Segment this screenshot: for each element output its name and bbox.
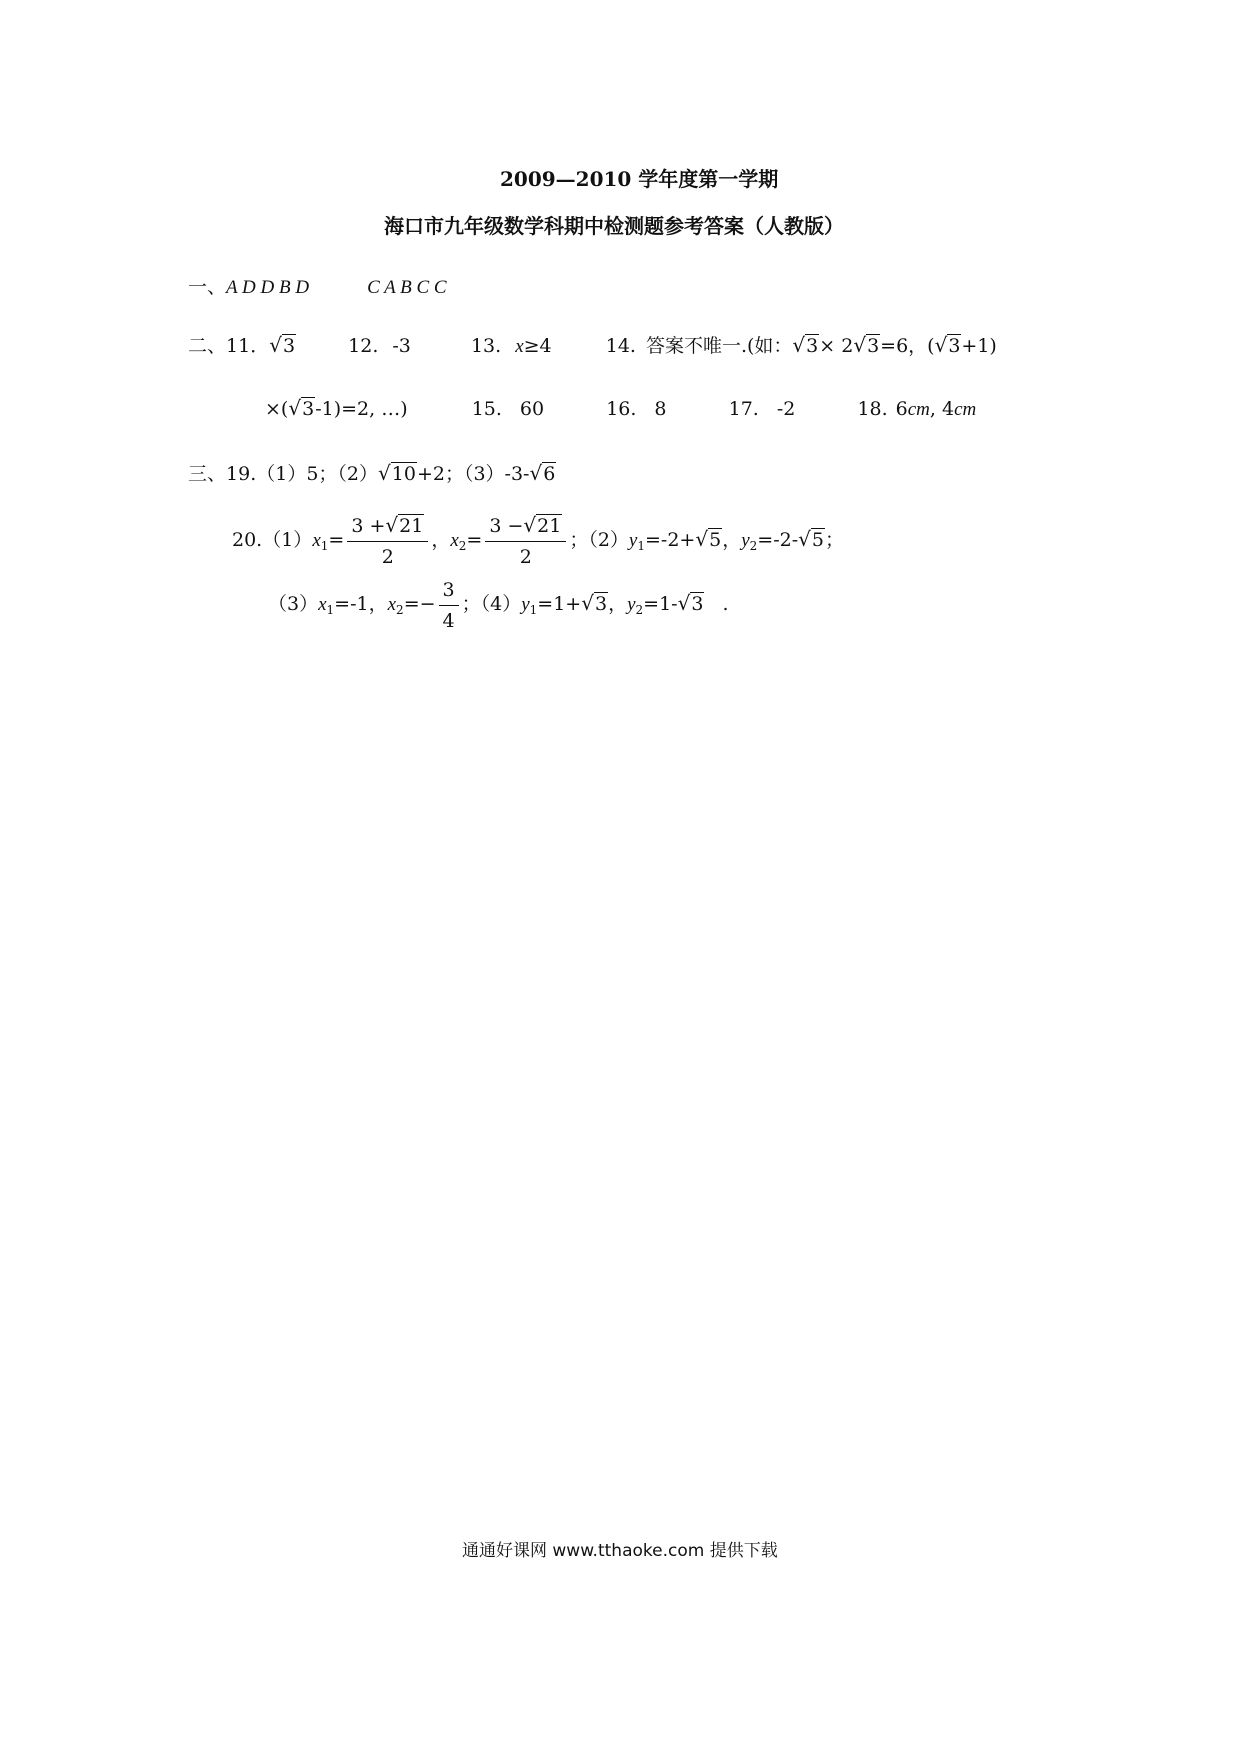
q14-sqrt-d: √3	[288, 396, 315, 420]
q20-part1: （1）	[262, 529, 313, 551]
q20-y2-eq: =-2-	[757, 529, 799, 551]
q14-sqrt-b: √3	[853, 333, 880, 357]
q20-x2-eq: =	[466, 529, 483, 551]
q20-x1-var: x	[312, 530, 321, 551]
q20-x2-var: x	[450, 530, 459, 551]
q20-semicolon: ；	[825, 529, 845, 551]
q20-sqrt-5a: √5	[695, 527, 722, 551]
doc-title-line1: 2009—2010 学年度第一学期	[500, 167, 779, 191]
q11-number: 11．	[226, 335, 270, 357]
q20-part2: ；（2）	[569, 529, 629, 551]
footer-credit: 通通好课网 www.tthaoke.com 提供下载	[462, 1541, 778, 1561]
q20-x2-fraction: $\frac{3 -√21}{2}$	[485, 512, 566, 570]
q14-number: 14.	[605, 335, 636, 357]
section3-row-q19	[188, 458, 556, 489]
q20-comma: ，	[431, 529, 451, 551]
q20-part4: ；（4）	[461, 593, 522, 615]
q14-sqrt-c: √3	[934, 333, 961, 357]
q20-x2b-var: x	[387, 594, 397, 615]
q20-y1b-sub: 1	[529, 603, 538, 617]
q12-number: 12.	[348, 335, 379, 357]
q19-sqrt-10: √10	[378, 461, 416, 485]
q20-x1-sub: 1	[320, 539, 329, 553]
section1-answers-a: A D D B D	[226, 277, 310, 298]
section3-row-q20b	[268, 572, 729, 641]
q20-y2b-sub: 2	[635, 603, 644, 617]
q20-y2-var: y	[741, 530, 750, 551]
q20-comma-b: ，	[722, 529, 742, 551]
q20-y2b-var: y	[627, 594, 636, 615]
section2-row1	[188, 330, 997, 362]
doc-title-line2: 海口市九年级数学科期中检测题参考答案（人教版）	[384, 214, 844, 238]
q17-number: 17.	[728, 398, 759, 420]
q20-sqrt-3a: √3	[581, 591, 608, 615]
q15-answer: 60	[519, 398, 545, 420]
q19-part2: +2；（3）-3-	[416, 463, 530, 485]
q14-lead: 答案不唯一.(如：	[645, 335, 793, 357]
q19-part1: （1）5；（2）	[256, 463, 378, 485]
q20-x1b-eq: =-1，	[334, 593, 388, 615]
q14-sqrt-a: √3	[792, 333, 819, 357]
q20-number: 20.	[232, 529, 263, 551]
q18-sep: , 4	[929, 398, 955, 420]
q20-y1-sub: 1	[637, 539, 645, 553]
section3-label: 三、	[188, 463, 227, 485]
q14-eq: =6，(	[880, 335, 935, 357]
q20-period: .	[722, 593, 729, 615]
q20-part3: （3）	[268, 593, 319, 615]
q20-y1-var: y	[628, 530, 638, 551]
q20-y1-eq: =-2+	[645, 529, 696, 551]
q18-answer-a: 6	[895, 398, 908, 420]
q20-y2-sub: 2	[749, 539, 758, 553]
q20-x1b-var: x	[318, 594, 327, 615]
q20-x1b-sub: 1	[326, 603, 335, 617]
q18-number: 18.	[857, 398, 888, 420]
q13-number: 13.	[470, 335, 502, 357]
section1-label: 一、	[188, 276, 227, 298]
q20-y2b-eq: =1-	[643, 593, 678, 615]
q20-x1-fraction: $\frac{3 +√21}{2}$	[347, 512, 428, 570]
q14-times: × 2	[819, 335, 854, 357]
q20-y1b-var: y	[521, 594, 530, 615]
q20-y1b-eq: =1+	[537, 593, 582, 615]
section3-row-q20a	[232, 508, 844, 577]
q17-answer: -2	[776, 398, 796, 420]
section1-answers-b: C A B C C	[367, 277, 447, 298]
section2-label: 二、	[188, 335, 227, 357]
q16-answer: 8	[654, 398, 667, 420]
q20-x1-eq: =	[328, 529, 345, 551]
q12-answer: -3	[392, 335, 411, 357]
q16-number: 16.	[606, 398, 637, 420]
section2-row2	[265, 393, 976, 425]
q20-sqrt-3b: √3	[677, 591, 704, 615]
q19-sqrt-6: √6	[529, 461, 556, 485]
q20-sqrt-5b: √5	[798, 527, 824, 551]
q14-cont-open: ×(	[265, 398, 289, 420]
q14-cont-close: -1)=2, …)	[315, 398, 408, 420]
q18-unit-a: cm	[907, 399, 930, 420]
q19-number: 19.	[226, 463, 257, 485]
q20-x2b-eq: =−	[403, 593, 436, 615]
section1-row	[188, 272, 447, 303]
q20-x2b-fraction: $\frac{3}{4}$	[439, 577, 459, 634]
q20-comma-c: ，	[608, 593, 628, 615]
q15-number: 15.	[471, 398, 502, 420]
q13-variable: x	[515, 336, 524, 357]
q20-x2-sub: 2	[458, 539, 467, 553]
q14-close: +1)	[961, 335, 997, 357]
q13-answer: ≥4	[523, 335, 552, 357]
q18-unit-b: cm	[954, 399, 977, 420]
q11-answer: √3	[269, 333, 296, 357]
q20-x2b-sub: 2	[396, 603, 404, 617]
